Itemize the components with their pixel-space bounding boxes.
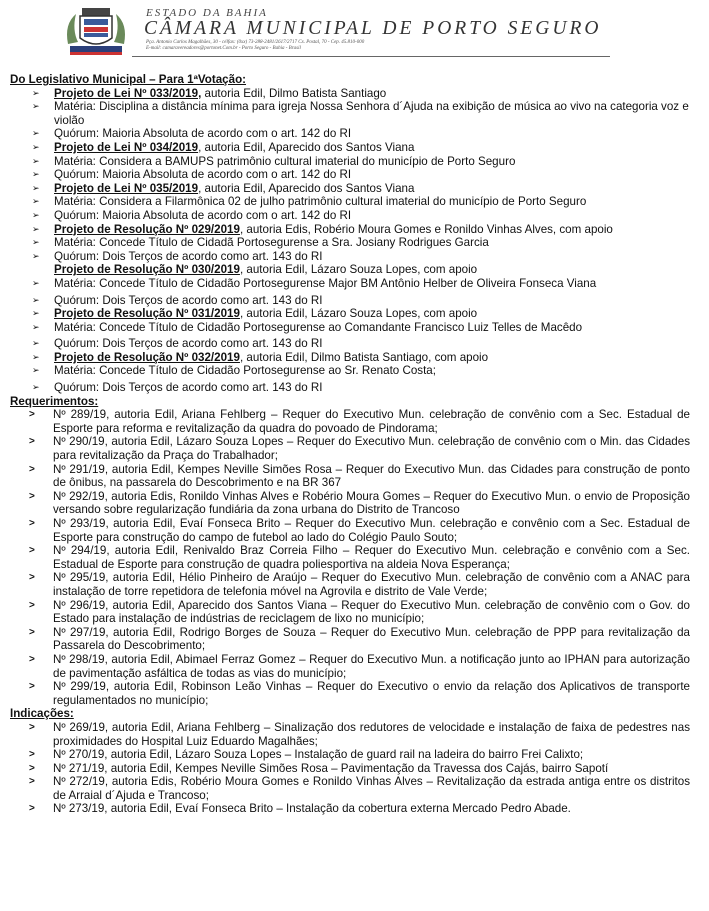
arrow-bullet-icon: ➢ [32, 169, 40, 180]
arrow-bullet-icon: ➢ [32, 196, 40, 207]
arrow-bullet-icon: ➢ [32, 155, 40, 166]
list-item [10, 141, 690, 155]
arrow-bullet-icon: ➢ [32, 382, 40, 393]
bill-title: Projeto de Resolução Nº 029/2019 [54, 222, 240, 236]
list-item [10, 408, 690, 435]
item-text: Nº 269/19, autoria Edil, Ariana Fehlberg – Sinalização dos redutores de velocidade e instalação de faixa de pedestres nas proximidades do Hospital Luiz Eduardo Magalhães; [53, 720, 690, 748]
address-line [146, 40, 364, 52]
arrow-bullet-icon: ➢ [32, 365, 40, 376]
indicacoes-list [10, 721, 690, 816]
header-rule [132, 56, 610, 57]
chevron-bullet-icon: > [29, 599, 35, 611]
list-item [10, 680, 690, 707]
list-item [10, 236, 690, 250]
bill-author: , autoria Edis, Robério Moura Gomes e Ronildo Vinhas Alves, com apoio [239, 222, 613, 236]
chevron-bullet-icon: > [29, 626, 35, 638]
chevron-bullet-icon: > [29, 681, 35, 693]
list-item [10, 775, 690, 802]
bill-title: Projeto de Resolução Nº 031/2019 [54, 307, 240, 321]
item-text: Nº 292/19, autoria Edis, Ronildo Vinhas Alves e Robério Moura Gomes – Requer do Executivo Mun. o envio de Proposição versando sobre regularização fundiária da zona urbana do Distrito de Trancoso [53, 489, 690, 517]
item-text: Quórum: Maioria Absoluta de acordo com o art. 142 do RI [54, 208, 352, 222]
list-item [10, 321, 690, 335]
list-item [10, 87, 690, 101]
list-item [10, 802, 690, 816]
coat-of-arms-icon [62, 4, 130, 58]
bill-author: , autoria Edil, Aparecido dos Santos Viana [198, 181, 415, 195]
bill-author: , autoria Edil, Aparecido dos Santos Viana [198, 140, 415, 154]
list-item [10, 381, 690, 395]
chevron-bullet-icon: > [29, 545, 35, 557]
list-item [10, 277, 690, 291]
document-body [10, 73, 690, 816]
list-item [10, 168, 690, 182]
list-item [10, 100, 690, 127]
arrow-bullet-icon: ➢ [32, 128, 40, 139]
list-item [10, 223, 690, 237]
list-item [10, 490, 690, 517]
list-item [10, 294, 690, 308]
item-text: Quórum: Dois Terços de acordo como art. 143 do RI [54, 293, 323, 307]
arrow-bullet-icon: ➢ [32, 308, 40, 319]
item-text: Quórum: Maioria Absoluta de acordo com o art. 142 do RI [54, 127, 352, 141]
arrow-bullet-icon: ➢ [32, 182, 40, 193]
chevron-bullet-icon: > [29, 490, 35, 502]
list-item [10, 435, 690, 462]
arrow-bullet-icon: ➢ [32, 237, 40, 248]
chevron-bullet-icon: > [29, 572, 35, 584]
list-item [10, 351, 690, 365]
bill-author: autoria Edil, Dilmo Batista Santiago [201, 86, 387, 100]
chevron-bullet-icon: > [29, 653, 35, 665]
email-text: E-mail: camaravereadores@portonet.Com.br - Porto Seguro - Bahia - Brasil [146, 46, 301, 51]
list-item [10, 599, 690, 626]
item-text: Quórum: Dois Terços de acordo como art. 143 do RI [54, 337, 323, 351]
arrow-bullet-icon: ➢ [32, 338, 40, 349]
bill-title: Projeto de Resolução Nº 032/2019 [54, 350, 240, 364]
chevron-bullet-icon: > [29, 463, 35, 475]
chevron-bullet-icon: > [29, 762, 35, 774]
item-text: Nº 272/19, autoria Edis, Robério Moura Gomes e Ronildo Vinhas Alves – Revitalização da estrada antiga entre os distritos de Arraial d´Ajuda e Trancoso; [53, 775, 690, 802]
item-text: Nº 296/19, autoria Edil, Aparecido dos Santos Viana – Requer do Executivo Mun. celebração de convênio com o Gov. do Estado para instalação de indústrias de reciclagem de lixo no município; [53, 598, 690, 626]
item-text: Matéria: Disciplina a distância mínima para igreja Nossa Senhora d´Ajuda na exibição de música ao vivo na categoria voz e violão [54, 100, 689, 127]
item-text: Matéria: Considera a Filarmônica 02 de julho patrimônio cultural imaterial do município de Porto Seguro [54, 195, 587, 209]
list-item [10, 544, 690, 571]
arrow-bullet-icon: ➢ [32, 87, 40, 98]
item-text: Nº 298/19, autoria Edil, Abimael Ferraz Gomez – Requer do Executivo Mun. a notificação junto ao IPHAN para autorização de pavimentação asfáltica de todas as vias do município; [53, 652, 690, 680]
list-item [10, 653, 690, 680]
list-item [10, 263, 690, 277]
chevron-bullet-icon: > [29, 409, 35, 421]
item-text: Quórum: Dois Terços de acordo como art. 143 do RI [54, 381, 323, 395]
list-item [10, 127, 690, 141]
list-item [10, 209, 690, 223]
arrow-bullet-icon: ➢ [32, 277, 40, 288]
item-text: Matéria: Concede Título de Cidadão Portosegurense ao Sr. Renato Costa; [54, 364, 436, 378]
section-heading-indicacoes: Indicações: [10, 707, 74, 721]
item-text: Matéria: Concede Título de Cidadão Portosegurense Major BM Antônio Helber de Oliveira Fonseca Viana [54, 276, 597, 290]
chamber-name: CÂMARA MUNICIPAL DE PORTO SEGURO [144, 18, 602, 39]
list-item [10, 307, 690, 321]
chevron-bullet-icon: > [29, 721, 35, 733]
list-item [10, 250, 690, 264]
item-text: Nº 297/19, autoria Edil, Rodrigo Borges de Souza – Requer do Executivo Mun. celebração de PPP para revitalização da Passarela do Descobrimento; [53, 625, 690, 653]
requerimentos-list [10, 408, 690, 707]
item-text: Matéria: Considera a BAMUPS patrimônio cultural imaterial do município de Porto Seguro [54, 154, 516, 168]
item-text: Nº 273/19, autoria Edil, Evaí Fonseca Brito – Instalação da cobertura externa Mercado Pedro Abade. [53, 802, 571, 816]
arrow-bullet-icon: ➢ [32, 209, 40, 220]
item-text: Nº 299/19, autoria Edil, Robinson Leão Vinhas – Requer do Executivo o envio da relação dos Aplicativos de transporte regulamentados no município; [53, 680, 690, 707]
list-item [10, 721, 690, 748]
chevron-bullet-icon: > [29, 436, 35, 448]
bill-title: Projeto de Resolução Nº 030/2019 [54, 263, 240, 277]
bill-title: Projeto de Lei Nº 035/2019 [54, 181, 199, 195]
arrow-bullet-icon: ➢ [32, 294, 40, 305]
list-item [10, 626, 690, 653]
arrow-bullet-icon: ➢ [32, 141, 40, 152]
list-item [10, 364, 690, 378]
state-name: ESTADO DA BAHIA [146, 7, 268, 19]
list-item [10, 195, 690, 209]
list-item [10, 571, 690, 598]
address-text: Pça. Antonio Carlos Magalhães, 30 - célfax: (0xx) 73-288-2481/2617/2717 Cx. Postal, 70 - Cep. 45.810-000 [146, 40, 365, 45]
item-text: Quórum: Maioria Absoluta de acordo com o art. 142 do RI [54, 168, 352, 182]
item-text: Nº 290/19, autoria Edil, Lázaro Souza Lopes – Requer do Executivo Mun. celebração de convênio com o Min. das Cidades para revitalização da Praça do Trabalhador; [53, 435, 690, 463]
item-text: Nº 289/19, autoria Edil, Ariana Fehlberg – Requer do Executivo Mun. celebração de convênio com a Sec. Estadual de Esporte para reforma e revitalização da quadra do povoado de Pindorama; [53, 408, 690, 435]
arrow-bullet-icon: ➢ [32, 101, 40, 112]
list-item [10, 463, 690, 490]
item-text: Nº 294/19, autoria Edil, Renivaldo Braz Correia Filho – Requer do Executivo Mun. celebração e convênio com a Sec. Estadual de Esporte para construção de quadra poliesportiva na aldeia Nova Esperança; [53, 544, 690, 571]
item-text: Nº 293/19, autoria Edil, Evaí Fonseca Brito – Requer do Executivo Mun. celebração e convênio com a Sec. Estadual de Esporte para construção do campo de futebol ao lado do Colégio Paulo Souto; [53, 517, 690, 544]
bill-author: , autoria Edil, Lázaro Souza Lopes, com apoio [239, 263, 478, 277]
chevron-bullet-icon: > [29, 803, 35, 815]
item-text: Quórum: Dois Terços de acordo como art. 143 do RI [54, 249, 323, 263]
list-item [10, 748, 690, 762]
arrow-bullet-icon: ➢ [32, 223, 40, 234]
chevron-bullet-icon: > [29, 518, 35, 529]
list-item [10, 182, 690, 196]
item-text: Nº 291/19, autoria Edil, Kempes Neville Simões Rosa – Requer do Executivo Mun. das Cidades para construção de ponto de ônibus, na passarela do Descobrimento e na BR 367 [53, 462, 690, 490]
arrow-bullet-icon: ➢ [32, 351, 40, 362]
item-text: Nº 270/19, autoria Edil, Lázaro Souza Lopes – Instalação de guard rail na ladeira do bairro Frei Calixto; [53, 748, 584, 762]
bill-author: , autoria Edil, Dilmo Batista Santiago, com apoio [239, 350, 489, 364]
legislativo-list [10, 87, 690, 395]
list-item [10, 762, 690, 776]
item-text: Matéria: Concede Título de Cidadão Portosegurense ao Comandante Francisco Luiz Telles de Macêdo [54, 320, 583, 334]
arrow-bullet-icon: ➢ [32, 250, 40, 261]
section-heading-requerimentos: Requerimentos: [10, 394, 99, 408]
chevron-bullet-icon: > [29, 749, 35, 761]
item-text: Matéria: Concede Título de Cidadã Portosegurense a Sra. Josiany Rodrigues Garcia [54, 236, 489, 250]
list-item [10, 155, 690, 169]
item-text: Nº 295/19, autoria Edil, Hélio Pinheiro de Araújo – Requer do Executivo Mun. celebração de convênio com a ANAC para instalação de torre repetidora de telefonia móvel na Agrovila e distrito de Vale Verde; [53, 571, 690, 598]
list-item [10, 337, 690, 351]
letterhead [0, 0, 709, 62]
bill-title: Projeto de Lei Nº 034/2019 [54, 140, 199, 154]
item-text: Nº 271/19, autoria Edil, Kempes Neville Simões Rosa – Pavimentação da Travessa dos Cajás, bairro Sapotí [53, 761, 609, 775]
chevron-bullet-icon: > [29, 776, 35, 788]
section-heading-legislativo: Do Legislativo Municipal – Para 1ªVotação: [10, 73, 247, 86]
list-item [10, 517, 690, 544]
bill-author: , autoria Edil, Lázaro Souza Lopes, com apoio [239, 307, 478, 321]
bill-title: Projeto de Lei Nº 033/2019, [54, 86, 202, 100]
arrow-bullet-icon: ➢ [32, 321, 40, 332]
